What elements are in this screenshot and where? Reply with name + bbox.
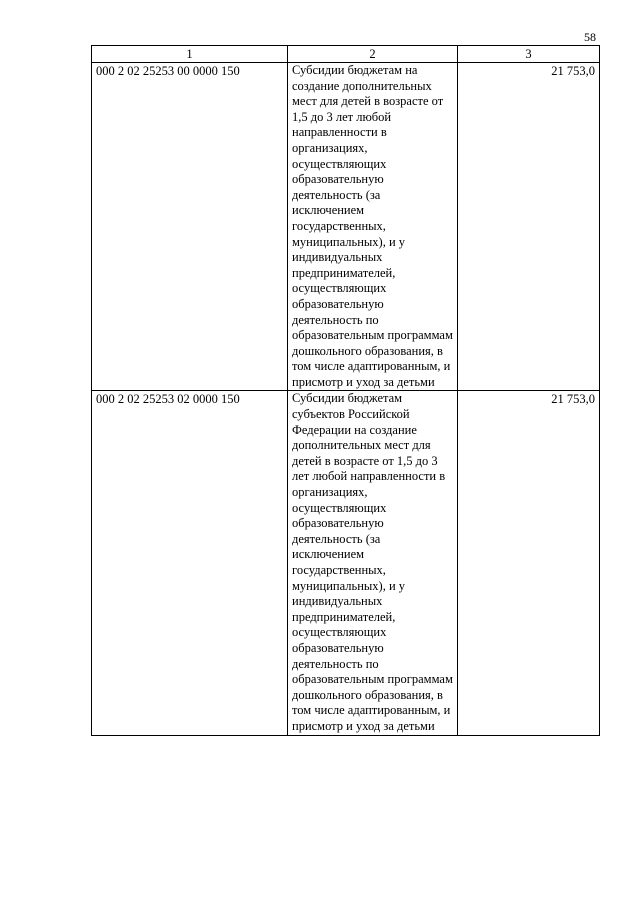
column-header-3: 3 bbox=[458, 46, 600, 63]
table-row bbox=[92, 63, 600, 391]
income-name-cell: Субсидии бюджетам субъектов Российской Федерации на создание дополнительных мест для детей в возрасте от 1,5 до 3 лет любой направленности в организациях, осуществляющих образовательную деятельность (за исключением государственных, муниципальных), и у индивидуальных предпринимателей, осуществляющих образовательную деятельность по образовательным программам дошкольного образования, в том числе адаптированным, и присмотр и уход за детьми bbox=[288, 391, 458, 735]
page-number: 58 bbox=[584, 30, 596, 44]
budget-code-cell: 000 2 02 25253 02 0000 150 bbox=[92, 391, 288, 735]
table-row bbox=[92, 391, 600, 735]
table-header-row bbox=[92, 46, 600, 63]
income-name-cell: Субсидии бюджетам на создание дополнительных мест для детей в возрасте от 1,5 до 3 лет любой направленности в организациях, осуществляющих образовательную деятельность (за исключением государственных, муниципальных), и у индивидуальных предпринимателей, осуществляющих образовательную деятельность по образовательным программам дошкольного образования, в том числе адаптированным, и присмотр и уход за детьми bbox=[288, 63, 458, 391]
budget-code-cell: 000 2 02 25253 00 0000 150 bbox=[92, 63, 288, 391]
budget-table bbox=[91, 45, 600, 736]
column-header-1: 1 bbox=[92, 46, 288, 63]
amount-cell: 21 753,0 bbox=[458, 391, 600, 735]
column-header-2: 2 bbox=[288, 46, 458, 63]
amount-cell: 21 753,0 bbox=[458, 63, 600, 391]
